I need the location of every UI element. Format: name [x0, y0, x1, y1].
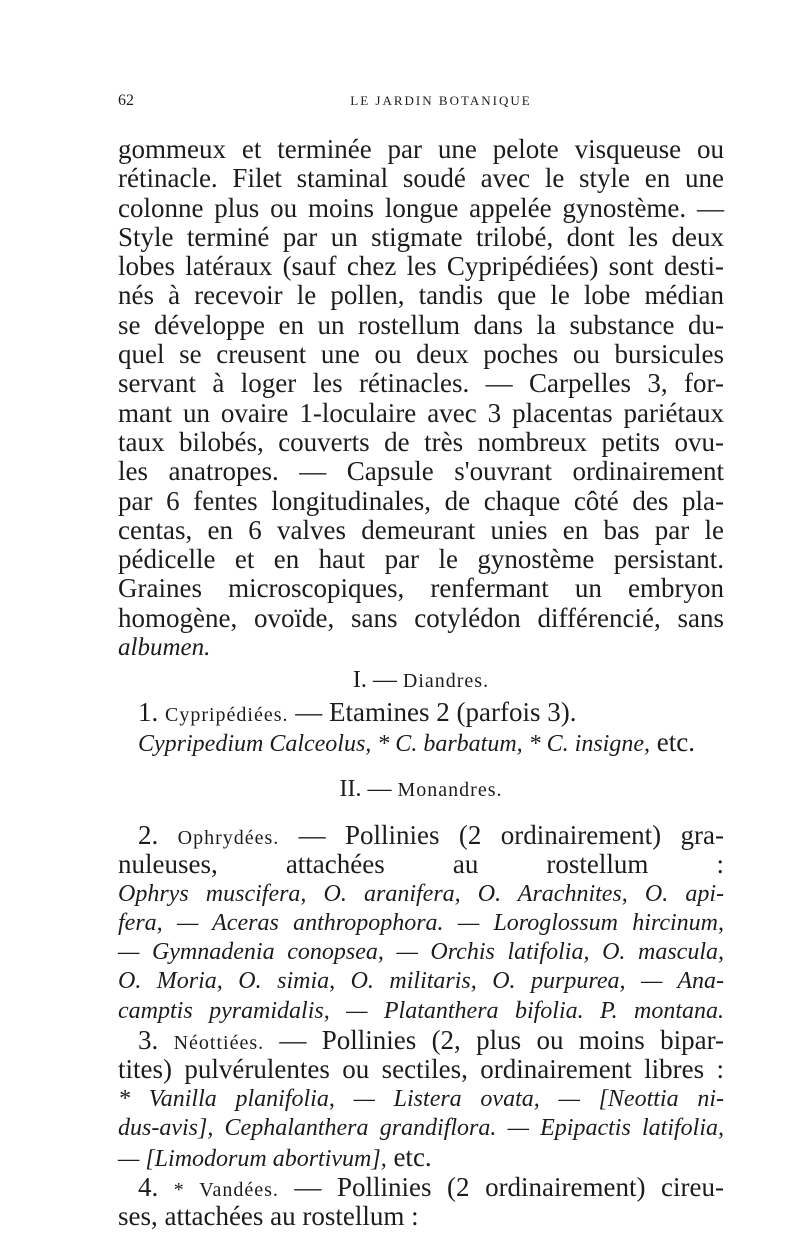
tribe-name: Ophrydées. — [177, 826, 280, 849]
tribe-heading-cypripediees — [118, 698, 724, 727]
text-line: lobes latéraux (sauf chez les Cypripédiées) sont desti- — [118, 251, 724, 282]
species-line — [118, 728, 724, 757]
section-title: Monandres. — [397, 778, 503, 801]
spacer — [118, 757, 724, 771]
species-line: * Vanilla planifolia, — Listera ovata, — [Neottia ni- — [118, 1085, 724, 1112]
text-line: homogène, ovoïde, sans cotylédon différencié, sans — [118, 602, 724, 633]
tribe-heading-vandees — [118, 1173, 724, 1202]
section-numeral: I. — — [352, 667, 397, 694]
text-line: par 6 fentes longitudinales, de chaque côté des pla- — [118, 485, 724, 516]
section-heading-monandres — [118, 771, 724, 807]
tribe-number: 3. — [138, 1025, 159, 1056]
species-line: dus-avis], Cephalanthera grandiflora. — Epipactis latifolia, — [118, 1114, 724, 1141]
text-line: Style terminé par un stigmate trilobé, dont les deux — [118, 221, 724, 252]
etc-text: etc. — [650, 726, 695, 757]
tribe-description: — Etamines 2 (parfois 3). — [288, 697, 577, 728]
text-line: gommeux et terminée par une pelote visqueuse ou — [118, 134, 724, 164]
text-line: se développe en un rostellum dans la substance du- — [118, 309, 724, 340]
text-line: les anatropes. — Capsule s'ouvrant ordinairement — [118, 456, 724, 487]
tribe-number: 4. — [138, 1171, 159, 1202]
tribe-heading-neottiees — [118, 1026, 724, 1055]
body-text — [118, 135, 724, 1231]
text-line: pédicelle et en haut par le gynostème persistant. — [118, 544, 724, 575]
section-numeral: II. — — [339, 775, 392, 802]
tribe-description: — Pollinies (2 ordinairement) gra- — [279, 819, 725, 850]
species-line — [118, 1143, 724, 1172]
tribe-description: — Pollinies (2 ordinairement) cireu- — [278, 1171, 724, 1202]
text-line: centas, en 6 valves demeurant unies en bas par le — [118, 514, 724, 545]
species-line: O. Moria, O. simia, O. militaris, O. purpurea, — Ana- — [118, 968, 724, 995]
text-line: mant un ovaire 1-loculaire avec 3 placentas pariétaux — [118, 397, 724, 428]
text-line: albumen. — [118, 634, 211, 662]
species-list: — [Limodorum abortivum], — [118, 1146, 387, 1173]
tribe-name: Néottiées. — [173, 1032, 265, 1055]
species-line: Ophrys muscifera, O. aranifera, O. Arachnites, O. api- — [118, 880, 724, 907]
text-line: tites) pulvérulentes ou sectiles, ordinairement libres : — [118, 1054, 724, 1085]
text-line: servant à loger les rétinacles. — Carpelles 3, for- — [118, 368, 724, 399]
text-line: taux bilobés, couverts de très nombreux petits ovu- — [118, 426, 724, 457]
species-list: Cypripedium Calceolus, * C. barbatum, * C. insigne, — [138, 730, 650, 757]
section-heading-diandres — [118, 662, 724, 698]
text-line: rétinacle. Filet staminal soudé avec le style en une — [118, 163, 724, 194]
etc-text: etc. — [386, 1142, 432, 1173]
text-line: nés à recevoir le pollen, tandis que le lobe médian — [118, 280, 724, 311]
running-title: LE JARDIN BOTANIQUE — [350, 93, 532, 108]
text-line: colonne plus ou moins longue appelée gynostème. — — [118, 192, 724, 223]
species-line: camptis pyramidalis, — Platanthera bifolia. P. montana. — [118, 997, 724, 1024]
tribe-heading-ophrydees — [118, 821, 724, 850]
tribe-number: 2. — [138, 819, 159, 850]
text-line: ses, attachées au rostellum : — [118, 1200, 419, 1231]
tribe-number: 1. — [138, 697, 159, 728]
tribe-name: * Vandées. — [173, 1178, 279, 1201]
text-line: quel se creusent une ou deux poches ou bursicules — [118, 339, 724, 370]
species-line: fera, — Aceras anthropophora. — Loroglossum hircinum, — [118, 909, 724, 936]
tribe-name: Cypripédiées. — [165, 704, 289, 727]
tribe-description: — Pollinies (2, plus ou moins bipar- — [264, 1025, 725, 1056]
text-line: nuleuses, attachées au rostellum : — [118, 849, 724, 880]
page-number: 62 — [118, 92, 134, 109]
species-line: — Gymnadenia conopsea, — Orchis latifolia, O. mascula, — [118, 939, 724, 966]
page-header — [118, 92, 724, 114]
text-line: Graines microscopiques, renfermant un embryon — [118, 573, 724, 604]
spacer — [118, 807, 724, 821]
section-title: Diandres. — [402, 670, 490, 693]
